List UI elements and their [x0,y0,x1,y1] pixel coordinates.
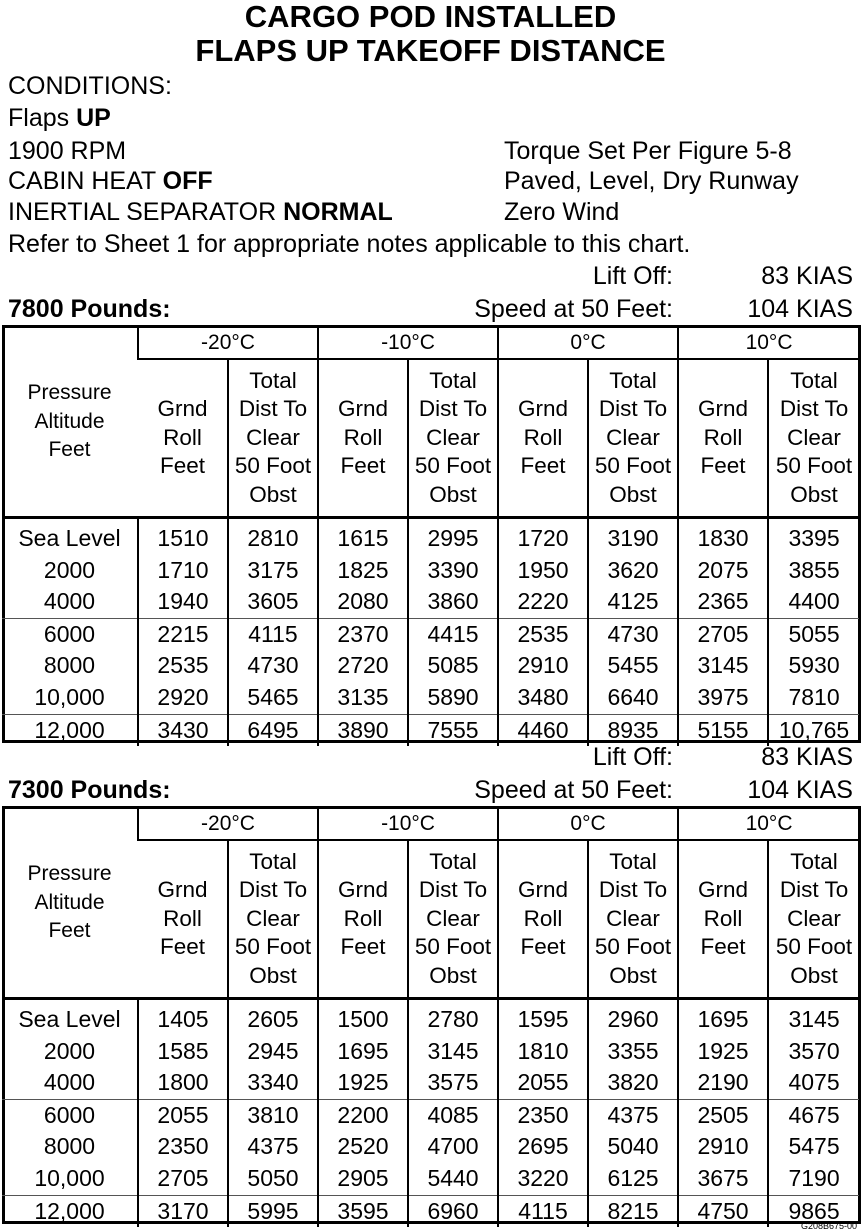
temp-header: 0°C [498,809,678,840]
total-dist-header-line: Clear [246,424,300,450]
temp-header: 10°C [678,809,859,840]
s2-speed50-value: 104 KIAS [747,776,853,804]
grnd-roll-cell: 3595 [318,1195,408,1227]
total-dist-cell: 3855 [768,555,859,587]
condition-cabin-label: CABIN HEAT [8,167,163,195]
total-dist-header-line: Obst [609,481,657,507]
grnd-roll-cell: 2055 [498,1067,588,1099]
grnd-roll-cell: 1800 [138,1067,228,1099]
total-dist-header-line: Dist To [598,877,668,903]
grnd-roll-cell: 1595 [498,999,588,1036]
altitude-cell: 2000 [43,1037,96,1064]
total-dist-header-line: Obst [790,962,838,988]
total-dist-cell: 7190 [768,1163,859,1195]
grnd-roll-header [678,840,768,999]
takeoff-table-7800 [2,328,859,746]
grnd-roll-cell: 3480 [498,682,588,714]
total-dist-header-line: Obst [609,962,657,988]
table-row [2,999,859,1036]
grnd-roll-cell: 2505 [678,1099,768,1131]
grnd-roll-cell: 2910 [498,650,588,682]
grnd-roll-cell: 2365 [678,586,768,618]
total-dist-cell: 2605 [228,999,318,1036]
total-dist-cell: 6640 [588,682,678,714]
total-dist-header-line: Total [609,848,657,874]
grnd-roll-header-line: Grnd [698,877,749,903]
total-dist-header-line: Obst [429,962,477,988]
table-row [2,1036,859,1068]
condition-flaps [8,103,111,133]
altitude-header-line: Pressure [27,862,112,886]
total-dist-cell: 4375 [228,1131,318,1163]
altitude-cell: 12,000 [34,716,105,743]
grnd-roll-cell: 2705 [138,1163,228,1195]
altitude-cell: Sea Level [18,525,121,551]
total-dist-cell: 5930 [768,650,859,682]
altitude-cell: 6000 [43,620,96,647]
s2-liftoff-label: Lift Off: [592,743,673,771]
total-dist-header [228,359,318,518]
total-dist-cell: 4125 [588,586,678,618]
grnd-roll-cell: 1510 [138,518,228,555]
condition-separator [8,197,393,227]
grnd-roll-header [498,359,588,518]
total-dist-header-line: Total [249,367,297,393]
altitude-cell: 2000 [43,556,96,583]
table-row [2,518,859,555]
total-dist-header-line: 50 Foot [414,934,492,960]
total-dist-header [588,359,678,518]
grnd-roll-cell: 2535 [138,650,228,682]
total-dist-cell: 6125 [588,1163,678,1195]
grnd-roll-header-line: Grnd [338,396,389,422]
total-dist-cell: 3395 [768,518,859,555]
total-dist-cell: 4675 [768,1099,859,1131]
condition-flaps-label: Flaps [8,104,77,132]
total-dist-header-line: Total [429,367,477,393]
total-dist-cell: 5440 [408,1163,498,1195]
figure-code: G208B675-00 [800,1221,857,1231]
s1-speed50-label: Speed at 50 Feet: [474,295,673,323]
total-dist-cell: 7555 [408,714,498,746]
total-dist-cell: 4730 [228,650,318,682]
grnd-roll-header-line: Roll [343,905,383,931]
grnd-roll-cell: 1585 [138,1036,228,1068]
total-dist-header-line: Dist To [598,396,668,422]
total-dist-header-line: Total [609,367,657,393]
grnd-roll-header-line: Grnd [338,877,389,903]
chart-note: Refer to Sheet 1 for appropriate notes applicable to this chart. [8,230,691,258]
grnd-roll-cell: 1695 [678,999,768,1036]
temp-header: -10°C [318,809,498,840]
grnd-roll-cell: 2705 [678,618,768,650]
condition-rpm: 1900 RPM [8,137,127,165]
condition-wind: Zero Wind [504,198,620,226]
total-dist-header-line: Obst [249,962,297,988]
altitude-header-line: Altitude [34,890,105,914]
grnd-roll-header [498,840,588,999]
temp-header: -10°C [318,328,498,359]
total-dist-cell: 3145 [768,999,859,1036]
total-dist-cell: 5475 [768,1131,859,1163]
grnd-roll-cell: 1925 [318,1067,408,1099]
altitude-cell: 6000 [43,1101,96,1128]
total-dist-cell: 5465 [228,682,318,714]
total-dist-header-line: 50 Foot [594,934,672,960]
table-row [2,1131,859,1163]
total-dist-header-line: Clear [246,905,300,931]
grnd-roll-cell: 2535 [498,618,588,650]
condition-torque: Torque Set Per Figure 5-8 [504,137,792,165]
s1-speed50-value: 104 KIAS [747,295,853,323]
s1-liftoff-value: 83 KIAS [761,262,853,290]
total-dist-cell: 2960 [588,999,678,1036]
grnd-roll-cell: 3675 [678,1163,768,1195]
total-dist-header [588,840,678,999]
table-row [2,1195,859,1227]
total-dist-header-line: Clear [426,905,480,931]
s1-weight: 7800 Pounds: [8,295,171,323]
total-dist-header-line: Total [790,367,838,393]
total-dist-cell: 5890 [408,682,498,714]
temp-header: 0°C [498,328,678,359]
grnd-roll-header-line: Roll [523,424,563,450]
grnd-roll-cell: 1710 [138,555,228,587]
condition-runway: Paved, Level, Dry Runway [504,167,799,195]
grnd-roll-header-line: Feet [700,453,746,479]
total-dist-cell: 9865 [768,1195,859,1227]
total-dist-cell: 8215 [588,1195,678,1227]
total-dist-header-line: Clear [606,905,660,931]
total-dist-cell: 3355 [588,1036,678,1068]
s2-weight: 7300 Pounds: [8,776,171,804]
temp-header: -20°C [138,809,318,840]
total-dist-cell: 3605 [228,586,318,618]
altitude-header-line: Feet [48,919,91,943]
grnd-roll-header [138,359,228,518]
grnd-roll-cell: 1830 [678,518,768,555]
grnd-roll-cell: 1615 [318,518,408,555]
total-dist-cell: 4075 [768,1067,859,1099]
condition-separator-label: INERTIAL SEPARATOR [8,198,284,226]
takeoff-table-7300 [2,809,859,1227]
total-dist-header-line: Obst [249,481,297,507]
total-dist-cell: 2945 [228,1036,318,1068]
total-dist-cell: 6495 [228,714,318,746]
total-dist-cell: 4700 [408,1131,498,1163]
grnd-roll-cell: 2920 [138,682,228,714]
grnd-roll-header-line: Feet [520,934,566,960]
table-row [2,1163,859,1195]
grnd-roll-header-line: Feet [520,453,566,479]
total-dist-header-line: Obst [429,481,477,507]
grnd-roll-cell: 1405 [138,999,228,1036]
total-dist-header-line: Dist To [779,877,849,903]
grnd-roll-cell: 2910 [678,1131,768,1163]
grnd-roll-cell: 3135 [318,682,408,714]
table-row [2,714,859,746]
total-dist-header-line: Dist To [238,396,308,422]
grnd-roll-cell: 2695 [498,1131,588,1163]
table-row [2,1067,859,1099]
total-dist-header-line: 50 Foot [594,453,672,479]
altitude-cell: 12,000 [34,1197,105,1224]
total-dist-cell: 3860 [408,586,498,618]
total-dist-cell: 4375 [588,1099,678,1131]
total-dist-header-line: Dist To [779,396,849,422]
total-dist-header-line: Clear [426,424,480,450]
grnd-roll-cell: 3220 [498,1163,588,1195]
grnd-roll-cell: 2220 [498,586,588,618]
altitude-header-line: Feet [48,438,91,462]
altitude-cell: 10,000 [2,1163,138,1195]
grnd-roll-cell: 3145 [678,650,768,682]
total-dist-header-line: Obst [790,481,838,507]
total-dist-header-line: 50 Foot [414,453,492,479]
total-dist-cell: 2810 [228,518,318,555]
grnd-roll-cell: 4750 [678,1195,768,1227]
total-dist-cell: 5055 [768,618,859,650]
grnd-roll-header-line: Roll [703,424,743,450]
grnd-roll-cell: 2215 [138,618,228,650]
total-dist-header-line: 50 Foot [234,934,312,960]
temp-header: -20°C [138,328,318,359]
condition-cabin-heat [8,166,213,196]
grnd-roll-header-line: Grnd [698,396,749,422]
altitude-cell: 8000 [43,1133,96,1160]
total-dist-header-line: Total [429,848,477,874]
total-dist-cell: 4400 [768,586,859,618]
grnd-roll-cell: 4115 [498,1195,588,1227]
table-row [2,586,859,618]
total-dist-cell: 3340 [228,1067,318,1099]
grnd-roll-cell: 1940 [138,586,228,618]
grnd-roll-header-line: Roll [163,424,202,450]
altitude-header [2,328,138,518]
total-dist-cell: 5455 [588,650,678,682]
grnd-roll-header [678,359,768,518]
total-dist-cell: 3390 [408,555,498,587]
conditions-heading: CONDITIONS: [8,72,172,100]
temp-header: 10°C [678,328,859,359]
table-row [2,555,859,587]
total-dist-cell: 3175 [228,555,318,587]
total-dist-cell: 4730 [588,618,678,650]
total-dist-header [228,840,318,999]
grnd-roll-cell: 1825 [318,555,408,587]
table-row [2,682,859,714]
grnd-roll-cell: 2055 [138,1099,228,1131]
grnd-roll-header-line: Grnd [157,877,208,903]
grnd-roll-cell: 2350 [138,1131,228,1163]
grnd-roll-cell: 2075 [678,555,768,587]
altitude-cell: 10,000 [2,682,138,714]
total-dist-header-line: Total [790,848,838,874]
total-dist-cell: 3570 [768,1036,859,1068]
total-dist-header [408,359,498,518]
total-dist-header-line: Dist To [418,877,488,903]
total-dist-header-line: Clear [787,424,841,450]
table-row [2,618,859,650]
total-dist-cell: 5040 [588,1131,678,1163]
grnd-roll-header-line: Feet [700,934,746,960]
grnd-roll-header-line: Grnd [157,396,208,422]
grnd-roll-header-line: Roll [703,905,743,931]
grnd-roll-cell: 3975 [678,682,768,714]
total-dist-cell: 4415 [408,618,498,650]
total-dist-cell: 8935 [588,714,678,746]
total-dist-header-line: 50 Foot [775,934,853,960]
grnd-roll-cell: 2905 [318,1163,408,1195]
grnd-roll-cell: 3430 [138,714,228,746]
grnd-roll-cell: 5155 [678,714,768,746]
grnd-roll-cell: 1950 [498,555,588,587]
total-dist-cell: 3190 [588,518,678,555]
grnd-roll-cell: 2520 [318,1131,408,1163]
grnd-roll-cell: 1720 [498,518,588,555]
altitude-cell: 4000 [2,1067,138,1099]
total-dist-header-line: Total [249,848,297,874]
altitude-header [2,809,138,999]
total-dist-cell: 3145 [408,1036,498,1068]
condition-cabin-value: OFF [162,167,213,195]
table-row [2,1099,859,1131]
s2-speed50-label: Speed at 50 Feet: [474,776,673,804]
title-line-1: CARGO POD INSTALLED [244,0,617,34]
total-dist-cell: 2995 [408,518,498,555]
total-dist-header [408,840,498,999]
grnd-roll-cell: 1695 [318,1036,408,1068]
grnd-roll-header-line: Feet [340,934,386,960]
total-dist-cell: 5050 [228,1163,318,1195]
grnd-roll-cell: 2350 [498,1099,588,1131]
total-dist-cell: 10,765 [768,714,859,746]
grnd-roll-cell: 2370 [318,618,408,650]
total-dist-cell: 3620 [588,555,678,587]
table-row [2,650,859,682]
total-dist-cell: 5085 [408,650,498,682]
grnd-roll-cell: 2190 [678,1067,768,1099]
total-dist-cell: 5995 [228,1195,318,1227]
grnd-roll-header-line: Feet [340,453,386,479]
s2-liftoff-value: 83 KIAS [761,743,853,771]
altitude-cell: Sea Level [18,1006,121,1032]
total-dist-cell: 7810 [768,682,859,714]
total-dist-cell: 4115 [228,618,318,650]
grnd-roll-cell: 2080 [318,586,408,618]
grnd-roll-cell: 2200 [318,1099,408,1131]
grnd-roll-header [318,840,408,999]
total-dist-cell: 2780 [408,999,498,1036]
total-dist-cell: 3820 [588,1067,678,1099]
grnd-roll-cell: 4460 [498,714,588,746]
condition-separator-value: NORMAL [283,198,393,226]
total-dist-cell: 3810 [228,1099,318,1131]
total-dist-cell: 4085 [408,1099,498,1131]
altitude-cell: 4000 [2,586,138,618]
grnd-roll-header-line: Grnd [518,396,569,422]
altitude-cell: 8000 [43,652,96,679]
total-dist-cell: 6960 [408,1195,498,1227]
grnd-roll-header [138,840,228,999]
total-dist-header-line: 50 Foot [234,453,312,479]
grnd-roll-cell: 3170 [138,1195,228,1227]
grnd-roll-header-line: Grnd [518,877,569,903]
grnd-roll-cell: 1810 [498,1036,588,1068]
grnd-roll-header-line: Feet [159,453,206,479]
total-dist-header-line: Dist To [418,396,488,422]
title-line-2: FLAPS UP TAKEOFF DISTANCE [195,33,666,68]
grnd-roll-header-line: Roll [523,905,563,931]
grnd-roll-cell: 1925 [678,1036,768,1068]
grnd-roll-header-line: Feet [159,934,206,960]
altitude-header-line: Pressure [27,381,112,405]
condition-flaps-value: UP [76,104,111,132]
grnd-roll-cell: 2720 [318,650,408,682]
grnd-roll-cell: 3890 [318,714,408,746]
altitude-header-line: Altitude [34,409,105,433]
grnd-roll-header [318,359,408,518]
total-dist-header-line: Dist To [238,877,308,903]
total-dist-header-line: 50 Foot [775,453,853,479]
total-dist-header-line: Clear [606,424,660,450]
total-dist-header [768,359,859,518]
total-dist-cell: 3575 [408,1067,498,1099]
total-dist-header-line: Clear [787,905,841,931]
grnd-roll-cell: 1500 [318,999,408,1036]
total-dist-header [768,840,859,999]
s1-liftoff-label: Lift Off: [592,262,673,290]
grnd-roll-header-line: Roll [163,905,202,931]
grnd-roll-header-line: Roll [343,424,383,450]
